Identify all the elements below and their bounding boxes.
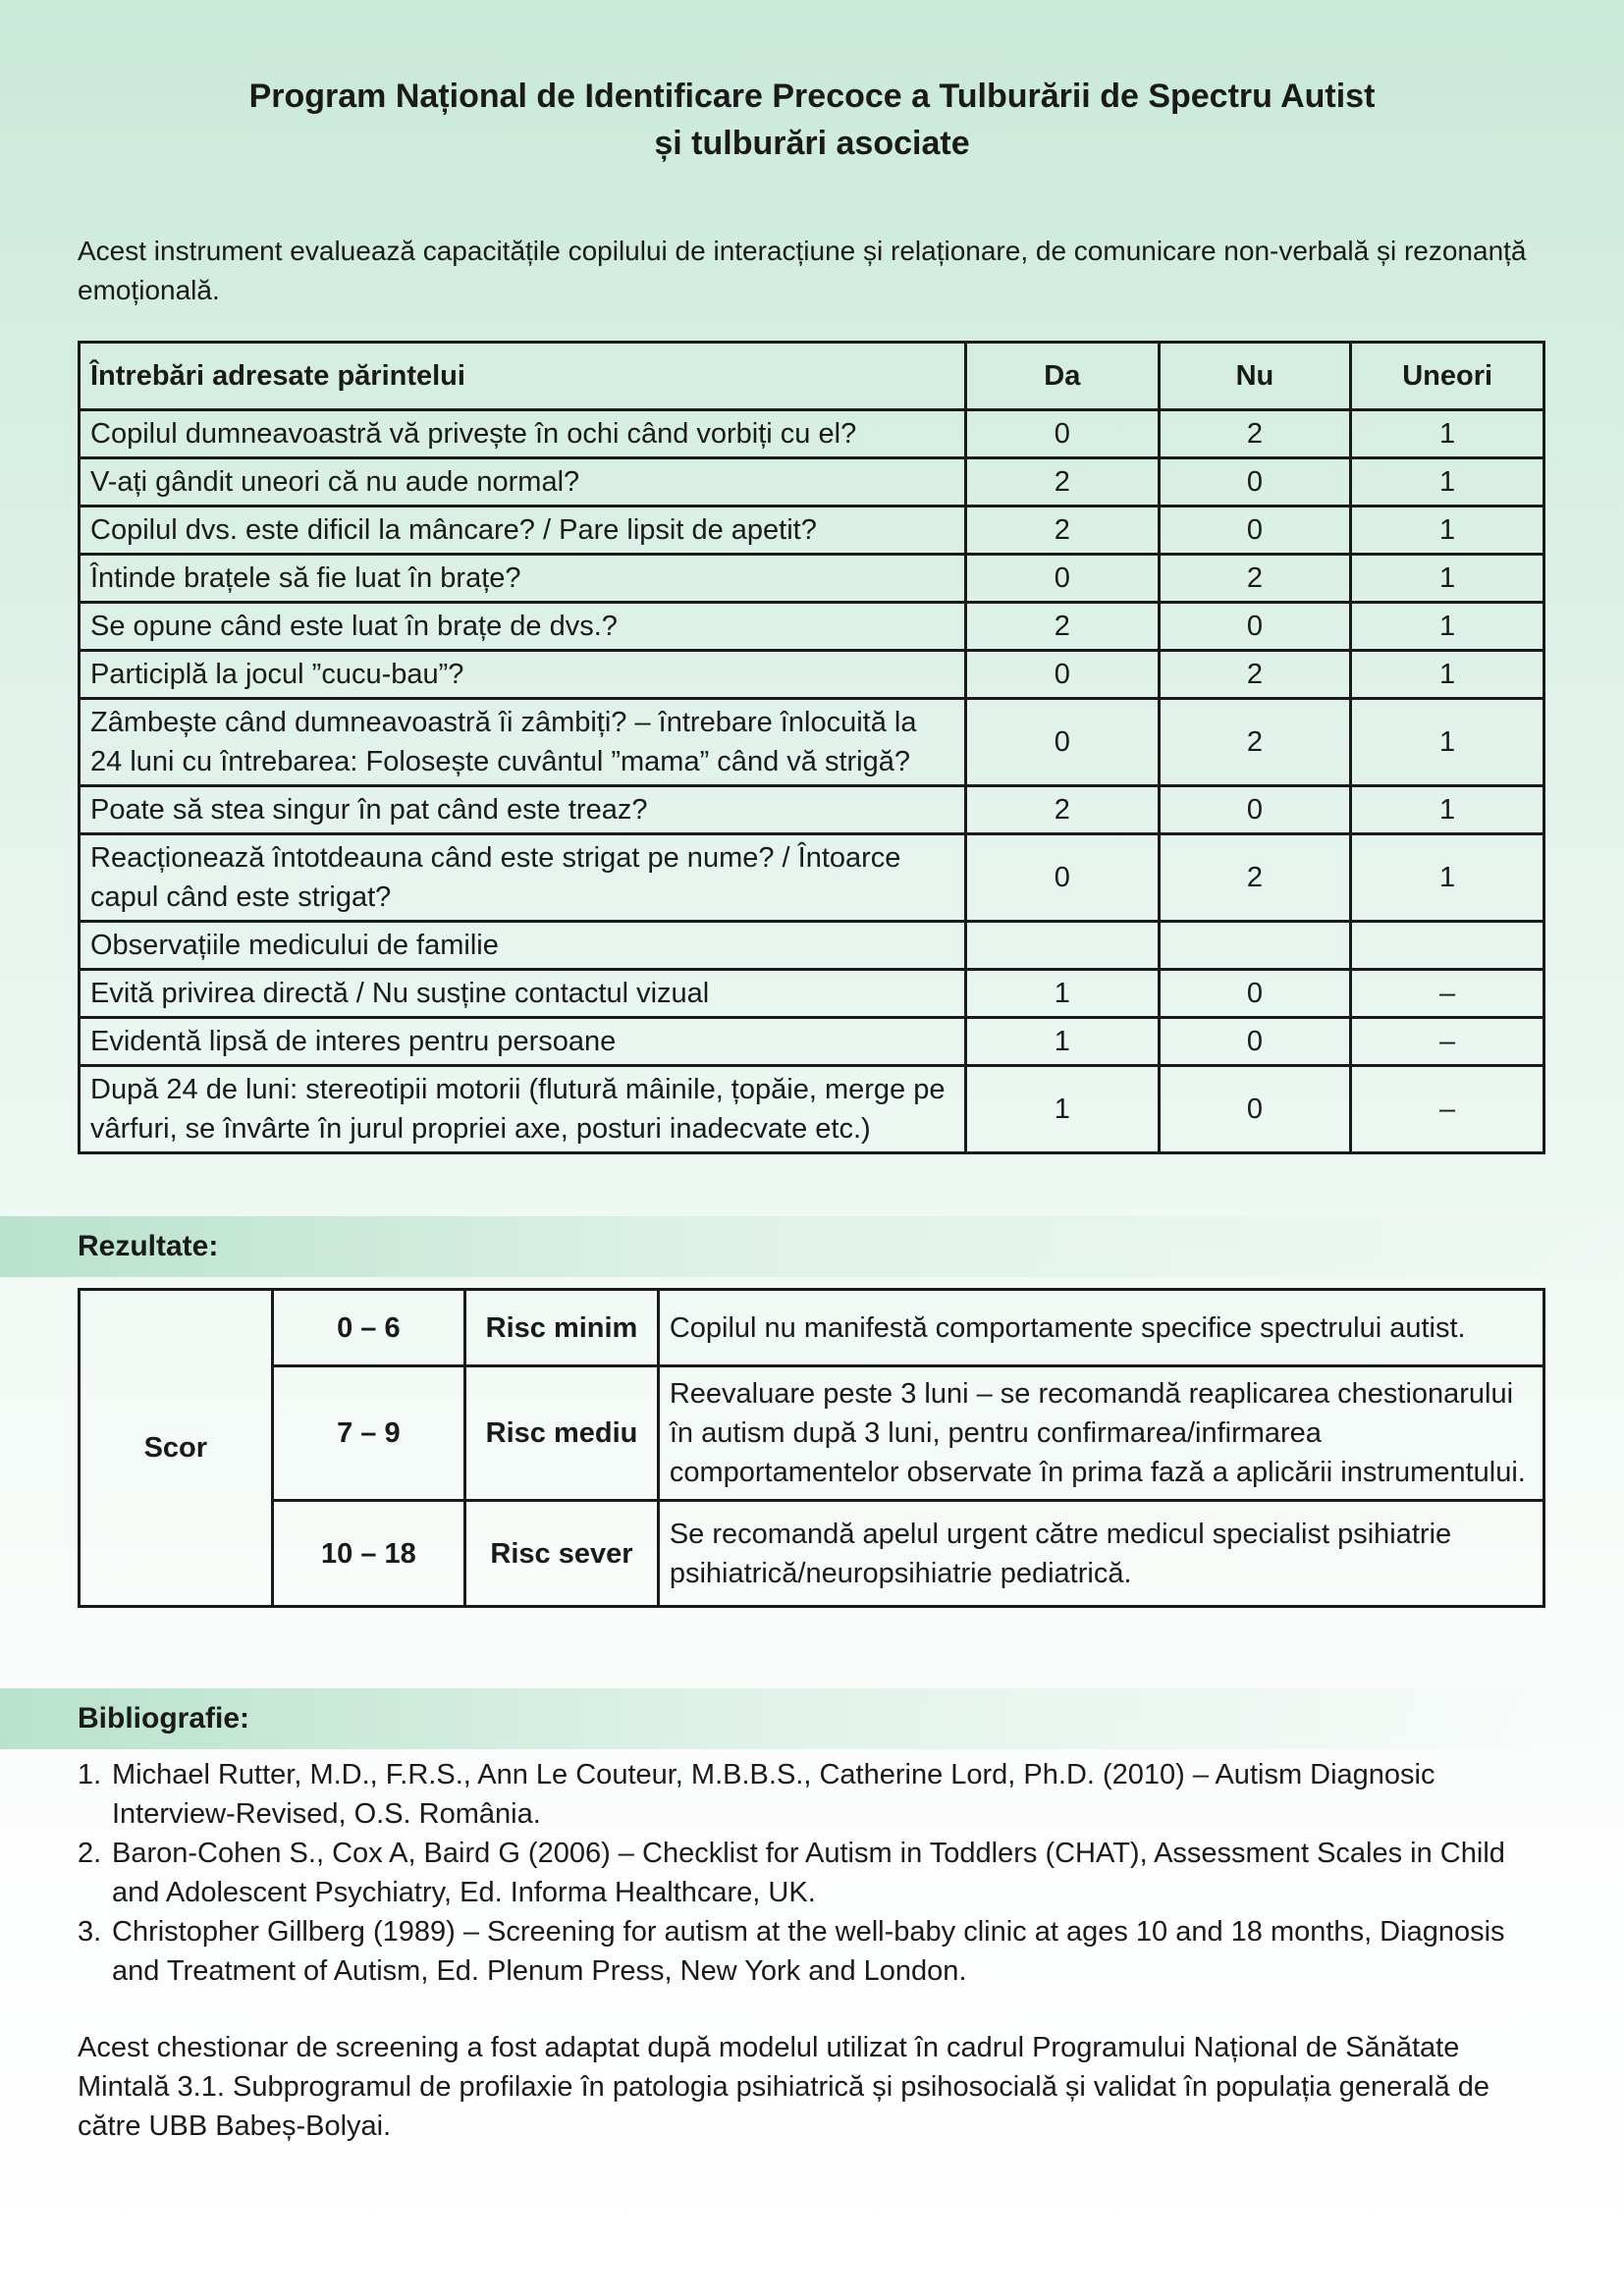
nu-cell: 0 [1159,1066,1351,1153]
score-range: 10 – 18 [272,1501,465,1607]
nu-cell: 0 [1159,786,1351,834]
header-nu: Nu [1159,343,1351,410]
bibliography-band [0,1688,1624,1749]
list-item-text: Christopher Gillberg (1989) – Screening for autism at the well-baby clinic at ages 10 and 18 months, Diagnosis and Treatment of Autism, Ed. Plenum Press, New York and London. [112,1916,1505,1987]
question-cell: Evită privirea directă / Nu susține contactul vizual [80,970,966,1018]
score-label: Scor [80,1290,273,1607]
da-cell: 0 [966,834,1160,922]
questions-table [78,341,1545,1154]
da-cell: 0 [966,699,1160,786]
table-header-row [80,343,1544,410]
da-cell: 0 [966,651,1160,699]
table-row [80,1018,1544,1066]
da-cell: 2 [966,458,1160,507]
questions-body [80,410,1544,1153]
result-row [80,1366,1544,1501]
table-row [80,786,1544,834]
question-cell: Participlă la jocul ”cucu-bau”? [80,651,966,699]
da-cell: 1 [966,1066,1160,1153]
result-row [80,1501,1544,1607]
results-heading: Rezultate: [78,1230,219,1262]
table-row [80,458,1544,507]
table-row [80,555,1544,603]
list-item [78,1834,1545,1912]
table-row [80,410,1544,458]
question-cell: Evidentă lipsă de interes pentru persoane [80,1018,966,1066]
question-cell: Poate să stea singur în pat când este treaz? [80,786,966,834]
results-table [78,1288,1545,1608]
question-cell: Întinde brațele să fie luat în brațe? [80,555,966,603]
page-title [0,73,1624,167]
footer-note: Acest chestionar de screening a fost adaptat după modelul utilizat în cadrul Programului Național de Sănătate Mintală 3.1. Subprogramul de profilaxie în patologia psihiatrică și psihosocială și validat în populația generală de către UBB Babeș-Bolyai. [78,2032,1489,2142]
table-row [80,1066,1544,1153]
intro-text: Acest instrument evaluează capacitățile copilului de interacțiune și relaționare, de comunicare non-verbală și rezonanță emoțională. [78,236,1527,305]
uneori-cell: 1 [1351,410,1544,458]
table-row [80,970,1544,1018]
list-item-number: 2. [78,1838,102,1869]
uneori-cell: 1 [1351,651,1544,699]
table-row [80,507,1544,555]
header-da: Da [966,343,1160,410]
list-item-number: 3. [78,1916,102,1948]
question-cell: Copilul dvs. este dificil la mâncare? / Pare lipsit de apetit? [80,507,966,555]
uneori-cell: 1 [1351,458,1544,507]
nu-cell: 0 [1159,507,1351,555]
question-cell: Observațiile medicului de familie [80,922,966,970]
da-cell: 0 [966,555,1160,603]
nu-cell: 2 [1159,699,1351,786]
results-band [0,1216,1624,1277]
score-range: 7 – 9 [272,1366,465,1501]
nu-cell: 2 [1159,651,1351,699]
uneori-cell: – [1351,1018,1544,1066]
da-cell: 1 [966,970,1160,1018]
risk-description: Copilul nu manifestă comportamente specifice spectrului autist. [658,1290,1543,1366]
question-cell: Copilul dumneavoastră vă privește în ochi când vorbiți cu el? [80,410,966,458]
list-item-text: Michael Rutter, M.D., F.R.S., Ann Le Couteur, M.B.B.S., Catherine Lord, Ph.D. (2010) – Autism Diagnosic Interview-Revised, O.S. România. [112,1759,1435,1830]
header-questions: Întrebări adresate părintelui [80,343,966,410]
table-row [80,651,1544,699]
list-item [78,1912,1545,1991]
list-item [78,1755,1545,1834]
question-cell: Reacționează întotdeauna când este strigat pe nume? / Întoarce capul când este strigat? [80,834,966,922]
table-row [80,603,1544,651]
da-cell: 0 [966,410,1160,458]
da-cell: 2 [966,507,1160,555]
bibliography-list [78,1755,1545,1991]
uneori-cell: – [1351,1066,1544,1153]
risk-level: Risc mediu [465,1366,659,1501]
nu-cell: 0 [1159,970,1351,1018]
table-row [80,699,1544,786]
question-cell: Se opune când este luat în brațe de dvs.? [80,603,966,651]
title-line-1: Program Național de Identificare Precoce a Tulburării de Spectru Autist [248,78,1376,115]
uneori-cell: 1 [1351,603,1544,651]
score-range: 0 – 6 [272,1290,465,1366]
uneori-cell [1351,922,1544,970]
list-item-number: 1. [78,1759,102,1790]
uneori-cell: 1 [1351,699,1544,786]
uneori-cell: 1 [1351,834,1544,922]
table-row [80,834,1544,922]
nu-cell: 2 [1159,555,1351,603]
table-row [80,922,1544,970]
nu-cell: 2 [1159,410,1351,458]
question-cell: După 24 de luni: stereotipii motorii (flutură mâinile, țopăie, merge pe vârfuri, se învârte în jurul propriei axe, posturi inadecvate etc.) [80,1066,966,1153]
bibliography-heading: Bibliografie: [78,1702,250,1735]
uneori-cell: – [1351,970,1544,1018]
header-uneori: Uneori [1351,343,1544,410]
risk-description: Se recomandă apelul urgent către medicul specialist psihiatrie psihiatrică/neuropsihiatrie pediatrică. [658,1501,1543,1607]
uneori-cell: 1 [1351,555,1544,603]
uneori-cell: 1 [1351,507,1544,555]
nu-cell: 0 [1159,1018,1351,1066]
question-cell: V-ați gândit uneori că nu aude normal? [80,458,966,507]
da-cell: 2 [966,786,1160,834]
risk-level: Risc sever [465,1501,659,1607]
nu-cell: 2 [1159,834,1351,922]
title-line-2: și tulburări asociate [654,125,970,162]
uneori-cell: 1 [1351,786,1544,834]
da-cell [966,922,1160,970]
nu-cell: 0 [1159,458,1351,507]
risk-level: Risc minim [465,1290,659,1366]
nu-cell: 0 [1159,603,1351,651]
nu-cell [1159,922,1351,970]
result-row [80,1290,1544,1366]
risk-description: Reevaluare peste 3 luni – se recomandă reaplicarea chestionarului în autism după 3 luni, pentru confirmarea/infirmarea comportamentelor observate în prima fază a aplicării instrumentului. [658,1366,1543,1501]
question-cell: Zâmbește când dumneavoastră îi zâmbiți? – întrebare înlocuită la 24 luni cu întrebarea: Folosește cuvântul ”mama” când vă strigă? [80,699,966,786]
list-item-text: Baron-Cohen S., Cox A, Baird G (2006) – Checklist for Autism in Toddlers (CHAT), Assessment Scales in Child and Adolescent Psychiatry, Ed. Informa Healthcare, UK. [112,1838,1505,1908]
da-cell: 1 [966,1018,1160,1066]
da-cell: 2 [966,603,1160,651]
